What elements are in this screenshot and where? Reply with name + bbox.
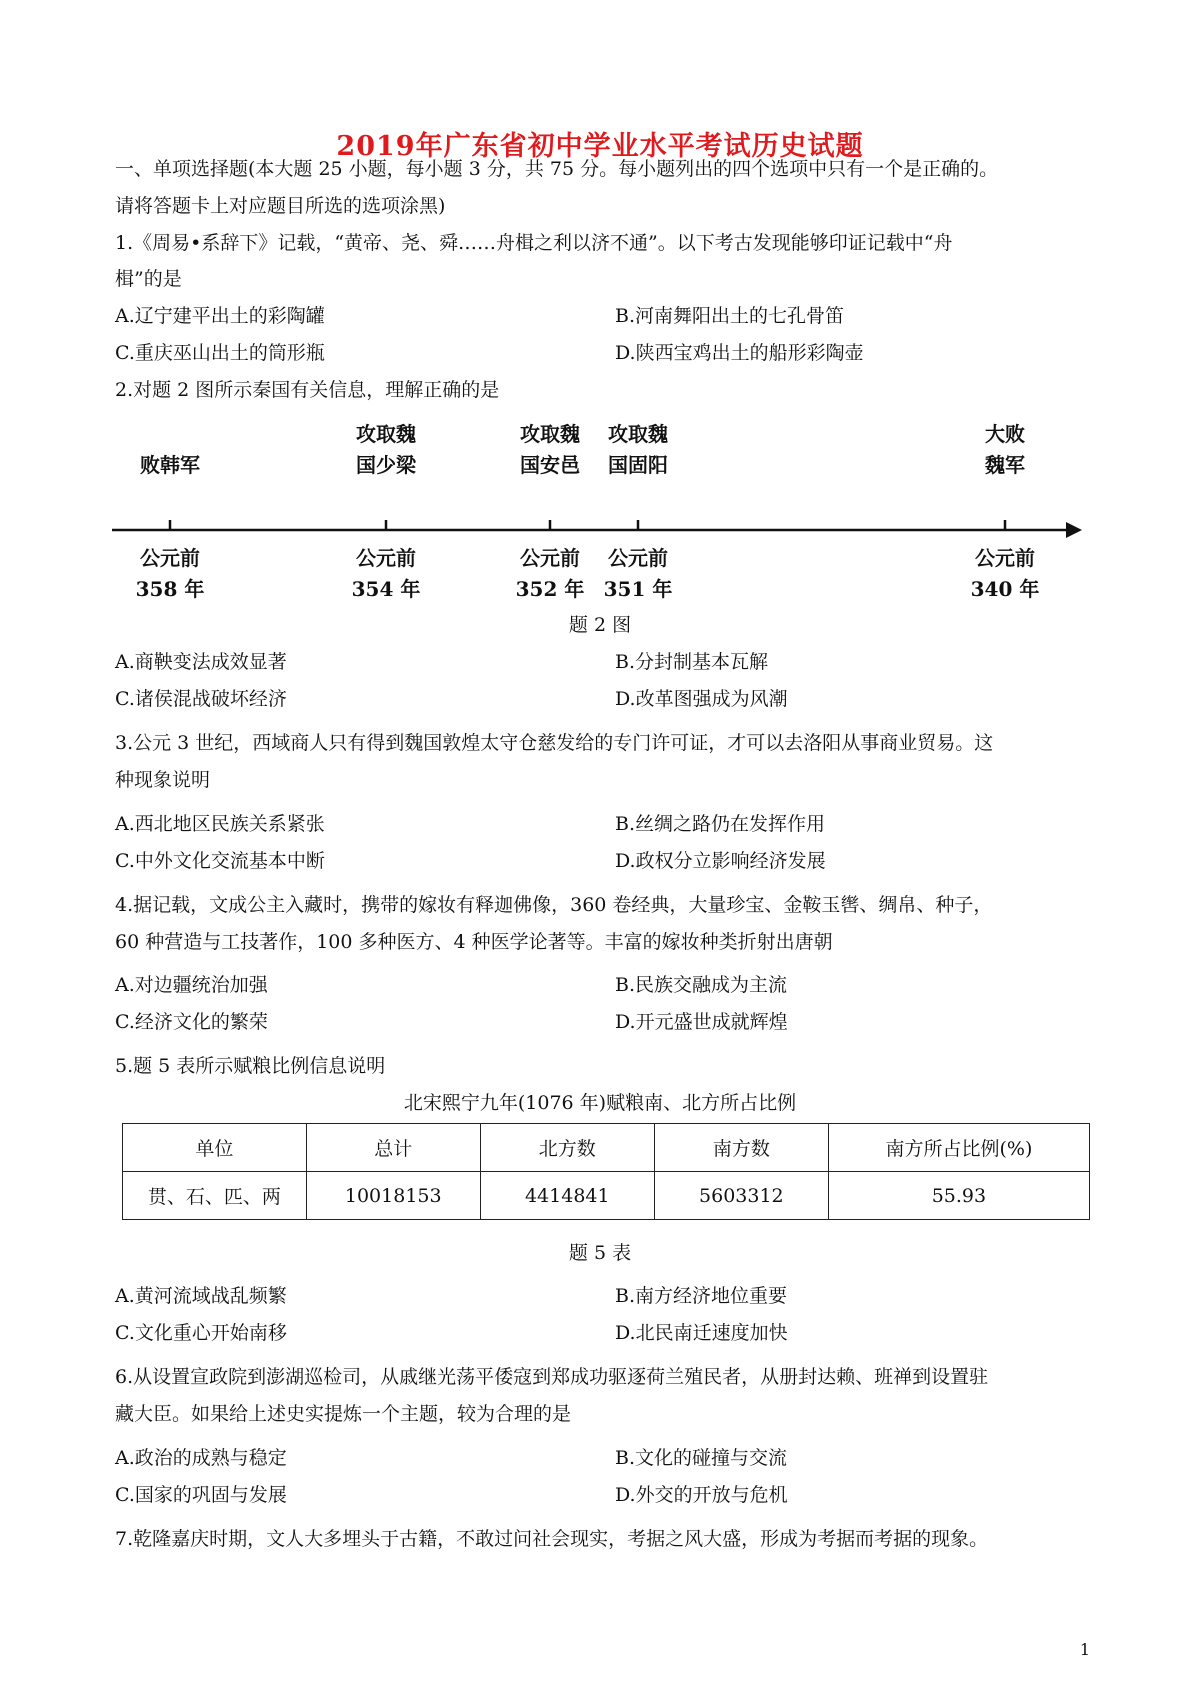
event-340-label-1: 大败 bbox=[985, 422, 1025, 446]
event-352-label-1: 攻取魏 bbox=[520, 422, 580, 446]
event-354-label-2: 国少梁 bbox=[356, 453, 416, 477]
section-instruction-line-2: 请将答题卡上对应题目所选的选项涂黑) bbox=[115, 195, 446, 217]
table-header-row bbox=[123, 1124, 1090, 1172]
q6-option-d: D.外交的开放与危机 bbox=[615, 1484, 788, 1506]
q4-stem-line-1: 4.据记载，文成公主入藏时，携带的嫁妆有释迦佛像，360 卷经典，大量珍宝、金鞍玉辔、绸帛、种子， bbox=[115, 894, 993, 916]
q6-option-b: B.文化的碰撞与交流 bbox=[615, 1447, 788, 1469]
q3-option-c: C.中外文化交流基本中断 bbox=[115, 850, 325, 872]
year-352-line-2: 352 年 bbox=[515, 577, 585, 601]
q5-table-caption: 题 5 表 bbox=[568, 1242, 632, 1264]
q3-stem-line-1: 3.公元 3 世纪，西域商人只有得到魏国敦煌太守仓慈发给的专门许可证，才可以去洛阳从事商业贸易。这 bbox=[115, 732, 994, 754]
q4-stem-line-2: 60 种营造与工技著作，100 多种医方、4 种医学论著等。丰富的嫁妆种类折射出唐朝 bbox=[115, 931, 833, 953]
event-351-label-1: 攻取魏 bbox=[608, 422, 668, 446]
event-340-label-2: 魏军 bbox=[985, 453, 1025, 477]
event-358-label: 败韩军 bbox=[140, 453, 200, 477]
q2-figure-caption: 题 2 图 bbox=[568, 614, 632, 636]
q7-stem-line-1: 7.乾隆嘉庆时期，文人大多埋头于古籍，不敢过问社会现实，考据之风大盛，形成为考据而考据的现象。 bbox=[115, 1528, 989, 1550]
table-cell: 10018153 bbox=[306, 1172, 480, 1220]
q6-option-a: A.政治的成熟与稳定 bbox=[115, 1447, 287, 1469]
table-cell: 贯、石、匹、两 bbox=[123, 1172, 307, 1220]
q5-table-title: 北宋熙宁九年(1076 年)赋粮南、北方所占比例 bbox=[403, 1092, 797, 1114]
q3-stem-line-2: 种现象说明 bbox=[115, 769, 211, 791]
q6-option-c: C.国家的巩固与发展 bbox=[115, 1484, 287, 1506]
event-352-label-2: 国安邑 bbox=[520, 453, 580, 477]
table-header-cell: 北方数 bbox=[480, 1124, 654, 1172]
q3-option-d: D.政权分立影响经济发展 bbox=[615, 850, 826, 872]
table-header-cell: 总计 bbox=[306, 1124, 480, 1172]
q2-option-d: D.改革图强成为风潮 bbox=[615, 688, 788, 710]
q2-option-a: A.商鞅变法成效显著 bbox=[115, 651, 287, 673]
event-354-label-1: 攻取魏 bbox=[356, 422, 416, 446]
q2-option-c: C.诸侯混战破坏经济 bbox=[115, 688, 287, 710]
page-title: 2019年广东省初中学业水平考试历史试题 bbox=[336, 131, 864, 162]
q4-option-d: D.开元盛世成就辉煌 bbox=[615, 1011, 788, 1033]
year-351-line-1: 公元前 bbox=[608, 546, 668, 570]
q1-stem-line-1: 1.《周易•系辞下》记载，“黄帝、尧、舜……舟楫之利以济不通”。以下考古发现能够印证记载中“舟 bbox=[115, 232, 953, 254]
year-358-line-1: 公元前 bbox=[140, 546, 200, 570]
q4-option-a: A.对边疆统治加强 bbox=[115, 974, 268, 996]
timeline-axis bbox=[0, 0, 1200, 600]
q2-stem: 2.对题 2 图所示秦国有关信息，理解正确的是 bbox=[115, 379, 500, 401]
table-header-cell: 南方所占比例(%) bbox=[828, 1124, 1089, 1172]
q1-option-c: C.重庆巫山出土的筒形瓶 bbox=[115, 342, 325, 364]
table-cell: 4414841 bbox=[480, 1172, 654, 1220]
q2-option-b: B.分封制基本瓦解 bbox=[615, 651, 769, 673]
q6-stem-line-2: 藏大臣。如果给上述史实提炼一个主题，较为合理的是 bbox=[115, 1403, 572, 1425]
year-354-line-1: 公元前 bbox=[356, 546, 416, 570]
page-number: 1 bbox=[1079, 1640, 1090, 1659]
table-header-cell: 南方数 bbox=[654, 1124, 828, 1172]
q4-option-c: C.经济文化的繁荣 bbox=[115, 1011, 268, 1033]
year-352-line-1: 公元前 bbox=[520, 546, 580, 570]
q1-option-a: A.辽宁建平出土的彩陶罐 bbox=[115, 305, 325, 327]
year-358-line-2: 358 年 bbox=[135, 577, 205, 601]
table-cell: 5603312 bbox=[654, 1172, 828, 1220]
q1-option-d: D.陕西宝鸡出土的船形彩陶壶 bbox=[615, 342, 864, 364]
q5-option-a: A.黄河流域战乱频繁 bbox=[115, 1285, 287, 1307]
q1-stem-line-2: 楫”的是 bbox=[115, 268, 182, 290]
year-351-line-2: 351 年 bbox=[603, 577, 673, 601]
event-351-label-2: 国固阳 bbox=[608, 453, 668, 477]
table-header-cell: 单位 bbox=[123, 1124, 307, 1172]
q5-option-b: B.南方经济地位重要 bbox=[615, 1285, 788, 1307]
q3-option-b: B.丝绸之路仍在发挥作用 bbox=[615, 813, 826, 835]
q5-data-table bbox=[122, 1123, 1090, 1220]
year-340-line-1: 公元前 bbox=[975, 546, 1035, 570]
year-354-line-2: 354 年 bbox=[351, 577, 421, 601]
section-instruction-line-1: 一、单项选择题(本大题 25 小题，每小题 3 分，共 75 分。每小题列出的四个选项中只有一个是正确的。 bbox=[115, 158, 999, 180]
q3-option-a: A.西北地区民族关系紧张 bbox=[115, 813, 325, 835]
q4-option-b: B.民族交融成为主流 bbox=[615, 974, 788, 996]
table-row bbox=[123, 1172, 1090, 1220]
q6-stem-line-1: 6.从设置宣政院到澎湖巡检司，从戚继光荡平倭寇到郑成功驱逐荷兰殖民者，从册封达赖、班禅到设置驻 bbox=[115, 1366, 989, 1388]
q5-option-c: C.文化重心开始南移 bbox=[115, 1322, 287, 1344]
q5-option-d: D.北民南迁速度加快 bbox=[615, 1322, 788, 1344]
q5-stem: 5.题 5 表所示赋粮比例信息说明 bbox=[115, 1055, 386, 1077]
year-340-line-2: 340 年 bbox=[970, 577, 1040, 601]
table-cell: 55.93 bbox=[828, 1172, 1089, 1220]
q1-option-b: B.河南舞阳出土的七孔骨笛 bbox=[615, 305, 845, 327]
